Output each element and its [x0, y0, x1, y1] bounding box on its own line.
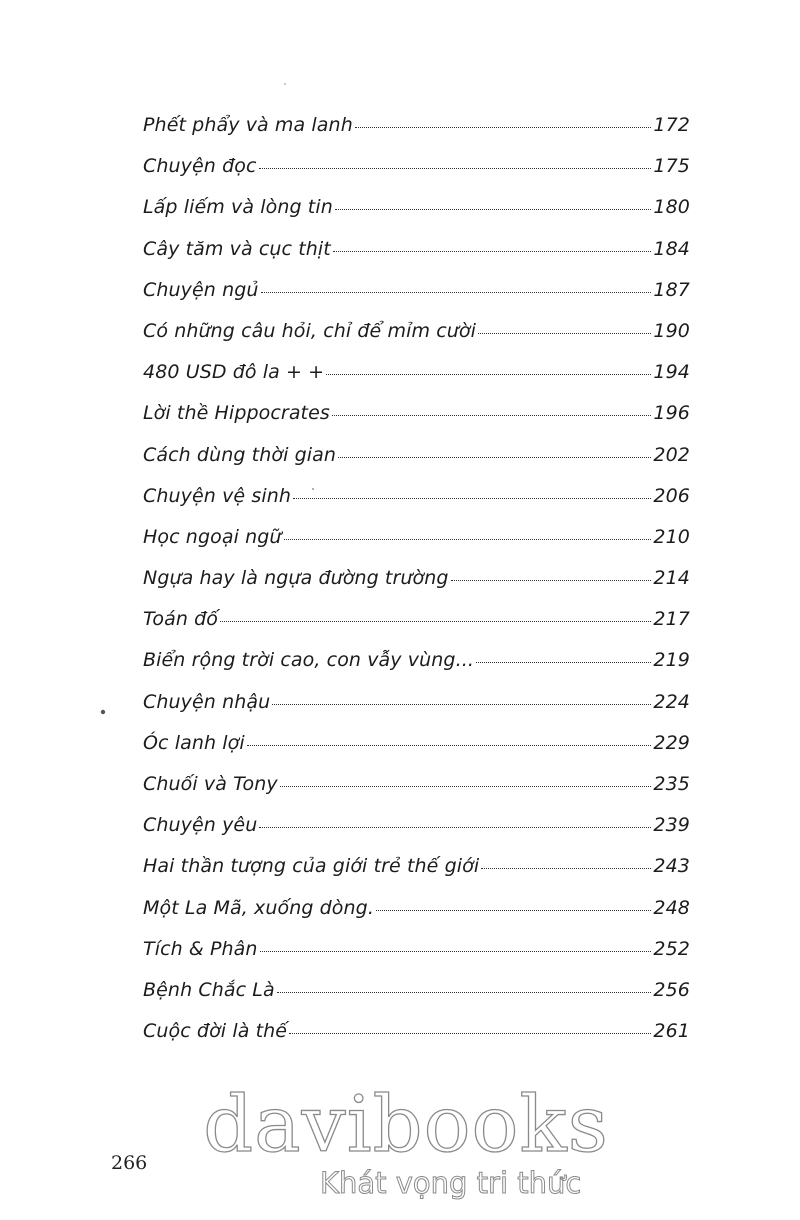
toc-entry-page: 248 — [653, 896, 690, 919]
toc-entry-page: 243 — [653, 855, 690, 878]
toc-entry-page: 224 — [653, 690, 690, 713]
toc-entry-title: Lấp liếm và lòng tin — [143, 196, 333, 219]
toc-entry-page: 175 — [653, 155, 690, 178]
watermark-brand: davibooks — [203, 1080, 609, 1170]
ink-speck — [312, 488, 314, 490]
toc-entry-page: 194 — [653, 361, 690, 384]
toc-entry-page: 202 — [653, 443, 690, 466]
toc-entry-page: 184 — [653, 237, 690, 260]
toc-entry-title: Chuyện nhậu — [143, 690, 271, 713]
toc-entry-title: Có những câu hỏi, chỉ để mỉm cười — [143, 319, 477, 342]
toc-entry-page: 187 — [653, 278, 690, 301]
toc-entry-title: Bệnh Chắc Là — [143, 978, 275, 1001]
toc-entry-title: Cây tăm và cục thịt — [143, 237, 331, 260]
toc-entry-page: 219 — [653, 649, 690, 672]
watermark-slogan: Khát vọng tri thức — [320, 1166, 582, 1200]
toc-entry-page: 235 — [653, 773, 690, 795]
toc-entry-page: 206 — [653, 484, 690, 507]
toc-entry-title: Ngựa hay là ngựa đường trường — [143, 567, 449, 590]
toc-entry-title: Biển rộng trời cao, con vẫy vùng... — [143, 649, 474, 672]
toc-entry-page: 261 — [653, 1020, 690, 1043]
page-number: 266 — [111, 1152, 148, 1174]
toc-entry-title: Chuyện yêu — [143, 814, 258, 837]
toc-entry-title: Phết phẩy và ma lanh — [143, 114, 353, 136]
toc-entry-title: Cuộc đời là thế — [143, 1020, 288, 1043]
toc-entry-page: 229 — [653, 731, 690, 754]
toc-entry-title: Hai thần tượng của giới trẻ thế giới — [143, 855, 480, 878]
toc-entry-page: 190 — [653, 319, 690, 342]
toc-entry-title: Chuối và Tony — [143, 773, 278, 795]
toc-entry-page: 256 — [653, 978, 690, 1001]
toc-entry-title: 480 USD đô la + + — [143, 361, 325, 384]
toc-entry-title: Cách dùng thời gian — [143, 443, 337, 466]
toc-entry-title: Tích & Phân — [143, 937, 258, 960]
toc-entry-title: Học ngoại ngữ — [143, 525, 282, 548]
toc-entry-title: Lời thề Hippocrates — [143, 402, 330, 425]
toc-entry-page: 210 — [653, 525, 690, 548]
toc-entry-page: 252 — [653, 937, 690, 960]
toc-entry-page: 196 — [653, 402, 690, 425]
toc-entry-title: Toán đố — [143, 608, 218, 631]
toc-entry-page: 217 — [653, 608, 690, 631]
toc-entry-title: Chuyện ngủ — [143, 278, 259, 301]
ink-speck — [284, 83, 286, 85]
toc-entry-title: Chuyện vệ sinh — [143, 484, 292, 507]
toc-entry-title: Chuyện đọc — [143, 155, 257, 178]
toc-entry-page: 239 — [653, 814, 690, 837]
toc-entry-title: Một La Mã, xuống dòng. — [143, 896, 374, 919]
toc-entry-page: 214 — [653, 567, 690, 590]
toc-entry-page: 172 — [653, 114, 690, 136]
toc-entry-page: 180 — [653, 196, 690, 219]
ink-speck — [101, 710, 105, 714]
toc-entry-title: Óc lanh lợi — [143, 731, 245, 754]
